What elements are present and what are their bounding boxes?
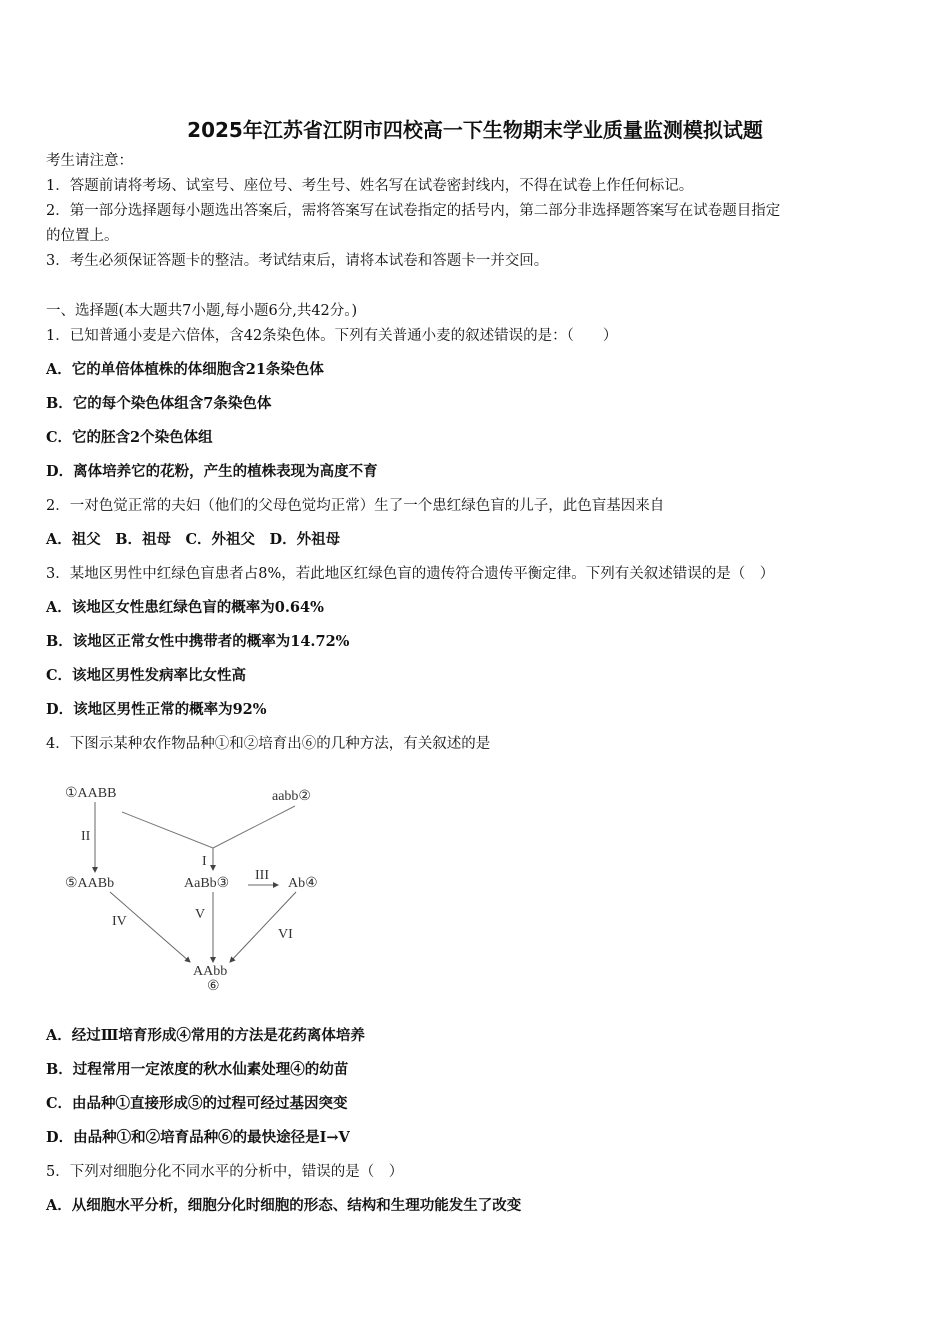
node-4: Ab④ — [288, 876, 318, 891]
notice-heading: 考生请注意： — [46, 153, 133, 169]
node-3: AaBb③ — [184, 876, 230, 891]
option: A．从细胞水平分析，细胞分化时细胞的形态、结构和生理功能发生了改变 — [46, 1197, 522, 1214]
option: A．它的单倍体植株的体细胞含21条染色体 — [46, 361, 324, 378]
process-III: III — [255, 868, 269, 883]
question-2: 2．一对色觉正常的夫妇（他们的父母色觉均正常）生了一个患红绿色盲的儿子，此色盲基因来自 — [46, 498, 665, 514]
option: A．祖父 B．祖母 C．外祖父 D．外祖母 — [46, 531, 341, 548]
option: C．由品种①直接形成⑤的过程可经过基因突变 — [46, 1095, 348, 1112]
option: A．经过Ⅲ培育形成④常用的方法是花药离体培养 — [46, 1027, 365, 1044]
node-5: ⑤AABb — [65, 876, 115, 891]
process-II: II — [81, 829, 91, 844]
notice-line: 2．第一部分选择题每小题选出答案后，需将答案写在试卷指定的括号内，第二部分非选择题答案写在试卷题目指定 — [46, 203, 781, 219]
page-title: 2025年江苏省江阴市四校高一下生物期末学业质量监测模拟试题 — [187, 118, 763, 142]
option: D．由品种①和②培育品种⑥的最快途径是Ⅰ→Ⅴ — [46, 1129, 350, 1146]
breeding-diagram — [50, 770, 350, 1000]
section-heading: 一、选择题(本大题共7小题,每小题6分,共42分。) — [46, 303, 358, 319]
option: D．该地区男性正常的概率为92% — [46, 701, 267, 718]
question-1: 1．已知普通小麦是六倍体，含42条染色体。下列有关普通小麦的叙述错误的是：（ ） — [46, 328, 618, 344]
process-V: V — [195, 907, 206, 922]
option: D．离体培养它的花粉，产生的植株表现为高度不育 — [46, 463, 378, 480]
option: B．过程常用一定浓度的秋水仙素处理④的幼苗 — [46, 1061, 349, 1078]
notice-line: 的位置上。 — [46, 228, 119, 244]
node-6: AAbb — [193, 964, 228, 979]
option: B．该地区正常女性中携带者的概率为14.72% — [46, 633, 350, 650]
option: A．该地区女性患红绿色盲的概率为0.64% — [46, 599, 324, 616]
process-I: I — [202, 854, 207, 869]
question-5: 5．下列对细胞分化不同水平的分析中，错误的是（ ） — [46, 1164, 404, 1180]
node-2: aabb② — [272, 789, 311, 804]
process-IV: IV — [112, 914, 127, 929]
process-VI: VI — [278, 927, 293, 942]
option: C．该地区男性发病率比女性高 — [46, 667, 247, 684]
option: B．它的每个染色体组含7条染色体 — [46, 395, 272, 412]
node-1: ①AABB — [65, 786, 117, 801]
notice-line: 1．答题前请将考场、试室号、座位号、考生号、姓名写在试卷密封线内，不得在试卷上作任何标记。 — [46, 178, 694, 194]
node-6-label: ⑥ — [207, 979, 220, 994]
question-4: 4．下图示某种农作物品种①和②培育出⑥的几种方法，有关叙述的是 — [46, 736, 491, 752]
notice-line: 3．考生必须保证答题卡的整洁。考试结束后，请将本试卷和答题卡一并交回。 — [46, 253, 549, 269]
question-3: 3．某地区男性中红绿色盲患者占8%，若此地区红绿色盲的遗传符合遗传平衡定律。下列有关叙述错误的是（ ） — [46, 566, 775, 582]
option: C．它的胚含2个染色体组 — [46, 429, 213, 446]
